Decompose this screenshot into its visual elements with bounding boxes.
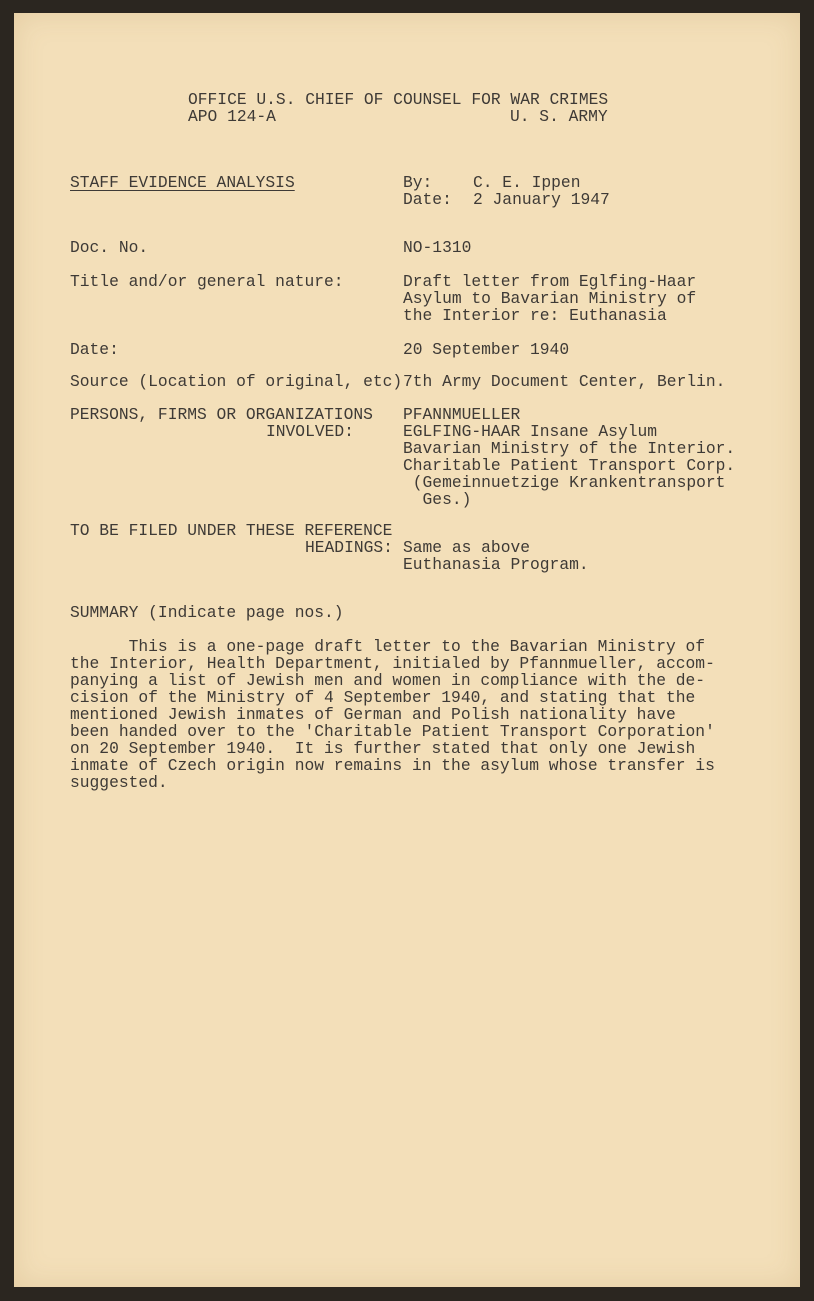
doc-no-label: Doc. No. <box>70 238 149 257</box>
header-apo: APO 124-A <box>188 107 276 126</box>
date-label: Date: <box>70 340 119 359</box>
header-office: OFFICE U.S. CHIEF OF COUNSEL FOR WAR CRIMES <box>188 90 609 109</box>
persons-line: PFANNMUELLER <box>403 405 521 424</box>
title-line: Draft letter from Eglfing-Haar <box>403 272 697 291</box>
summary-line: on 20 September 1940. It is further stated that only one Jewish <box>70 739 696 758</box>
persons-line: EGLFING-HAAR Insane Asylum <box>403 422 658 441</box>
persons-line: Bavarian Ministry of the Interior. <box>403 439 736 458</box>
summary-line: cision of the Ministry of 4 September 1940, and stating that the <box>70 688 696 707</box>
summary-line: mentioned Jewish inmates of German and Polish nationality have <box>70 705 676 724</box>
analysis-date-label: Date: <box>403 190 452 209</box>
summary-line: suggested. <box>70 773 168 792</box>
summary-line: panying a list of Jewish men and women in compliance with the de- <box>70 671 706 690</box>
summary-line: inmate of Czech origin now remains in the asylum whose transfer is <box>70 756 715 775</box>
analysis-date-value: 2 January 1947 <box>473 190 610 209</box>
analysis-title: STAFF EVIDENCE ANALYSIS <box>70 173 295 192</box>
filed-label-headings: HEADINGS: <box>305 538 393 557</box>
title-label: Title and/or general nature: <box>70 272 344 291</box>
filed-line: Same as above <box>403 538 531 557</box>
persons-line: (Gemeinnuetzige Krankentransport <box>403 473 726 492</box>
summary-line: been handed over to the 'Charitable Patient Transport Corporation' <box>70 722 715 741</box>
persons-line: Charitable Patient Transport Corp. <box>403 456 736 475</box>
summary-line: the Interior, Health Department, initialed by Pfannmueller, accom- <box>70 654 715 673</box>
persons-label: PERSONS, FIRMS OR ORGANIZATIONS <box>70 405 373 424</box>
filed-label: TO BE FILED UNDER THESE REFERENCE <box>70 521 393 540</box>
date-value: 20 September 1940 <box>403 340 570 359</box>
title-line: Asylum to Bavarian Ministry of <box>403 289 697 308</box>
persons-label-involved: INVOLVED: <box>266 422 354 441</box>
source-value: 7th Army Document Center, Berlin. <box>403 372 726 391</box>
by-value: C. E. Ippen <box>473 173 581 192</box>
filed-line: Euthanasia Program. <box>403 555 589 574</box>
header-army: U. S. ARMY <box>510 107 608 126</box>
doc-no-value: NO-1310 <box>403 238 472 257</box>
summary-heading: SUMMARY (Indicate page nos.) <box>70 603 344 622</box>
by-label: By: <box>403 173 433 192</box>
source-label: Source (Location of original, etc) <box>70 372 403 391</box>
persons-line: Ges.) <box>403 490 472 509</box>
title-line: the Interior re: Euthanasia <box>403 306 667 325</box>
summary-line: This is a one-page draft letter to the Bavarian Ministry of <box>70 637 706 656</box>
